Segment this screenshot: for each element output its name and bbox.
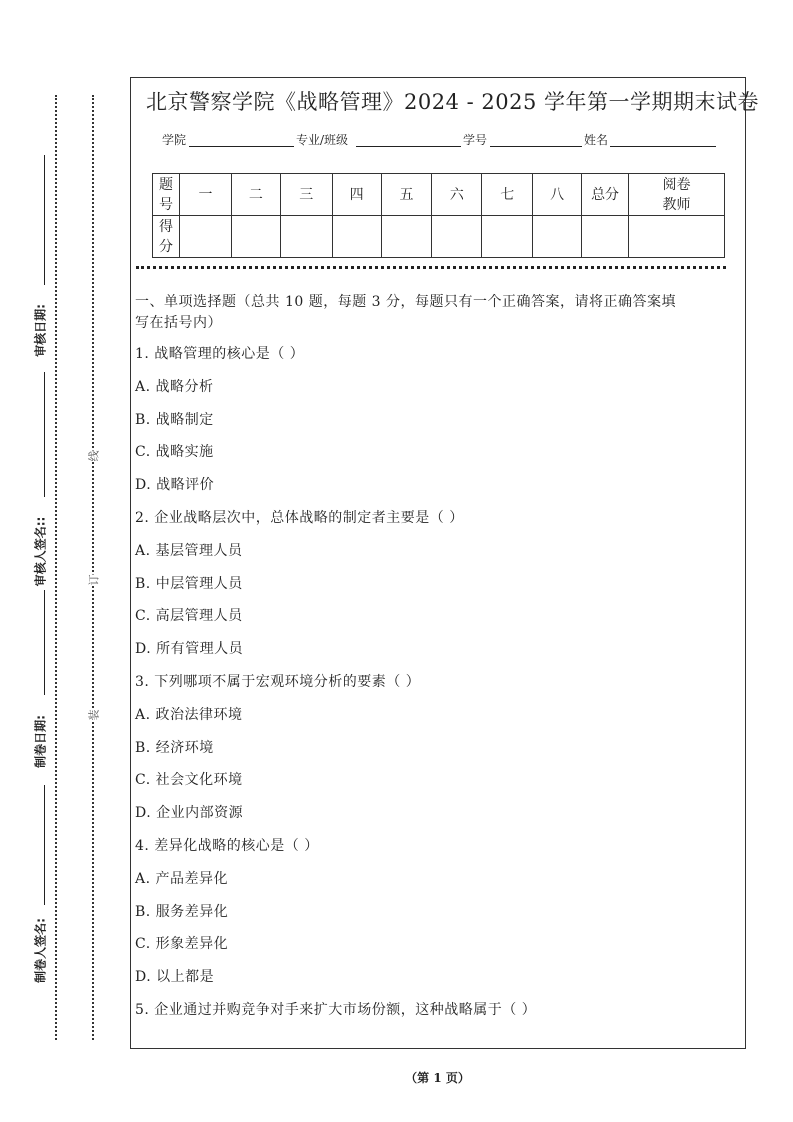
answer-option: D. 企业内部资源 — [135, 805, 244, 822]
bind-char-xian: 线 — [87, 450, 101, 462]
answer-option: D. 战略评价 — [135, 477, 215, 494]
signature-line — [44, 590, 45, 695]
score-row — [153, 216, 725, 258]
college-field[interactable] — [189, 146, 294, 147]
reviewer-sign-label: 审核人签名:: — [33, 516, 48, 587]
score-cell[interactable] — [332, 216, 381, 258]
header-cell: 四 — [332, 174, 381, 216]
score-table — [152, 173, 725, 258]
review-date-label: 审核日期: — [33, 304, 48, 357]
answer-option: D. 以上都是 — [135, 969, 215, 986]
header-cell: 题 号 — [153, 174, 180, 216]
question-stem: 4. 差异化战略的核心是（ ） — [135, 838, 319, 854]
score-cell[interactable] — [629, 216, 725, 258]
make-date-label: 制卷日期: — [33, 715, 48, 768]
question-stem: 3. 下列哪项不属于宏观环境分析的要素（ ） — [135, 674, 421, 690]
major-field[interactable] — [356, 146, 461, 147]
answer-option: A. 产品差异化 — [135, 870, 229, 887]
college-label: 学院 — [162, 133, 187, 147]
signature-line — [44, 155, 45, 285]
answer-option: C. 形象差异化 — [135, 936, 229, 953]
question-stem: 1. 战略管理的核心是（ ） — [135, 346, 305, 362]
answer-option: D. 所有管理人员 — [135, 641, 244, 658]
answer-option: C. 高层管理人员 — [135, 608, 243, 625]
section-divider — [136, 266, 726, 269]
score-cell[interactable] — [482, 216, 533, 258]
student-id-field[interactable] — [490, 146, 582, 147]
binding-dotted-line-outer — [55, 95, 57, 1040]
page-number: （第 1 页） — [405, 1071, 470, 1085]
score-cell[interactable] — [280, 216, 332, 258]
score-cell[interactable] — [582, 216, 629, 258]
header-cell: 总分 — [582, 174, 629, 216]
header-cell: 一 — [180, 174, 232, 216]
signature-line — [44, 785, 45, 905]
section-heading: 一、单项选择题（总共 10 题，每题 3 分，每题只有一个正确答案，请将正确答案填 — [135, 294, 677, 310]
score-cell[interactable] — [381, 216, 432, 258]
score-cell[interactable] — [180, 216, 232, 258]
bind-char-ding: 订 — [87, 574, 101, 586]
student-id-label: 学号 — [463, 133, 488, 147]
answer-option: A. 政治法律环境 — [135, 706, 243, 723]
question-stem: 5. 企业通过并购竞争对手来扩大市场份额，这种战略属于（ ） — [135, 1002, 537, 1018]
maker-sign-label: 制卷人签名: — [33, 918, 48, 983]
answer-option: B. 经济环境 — [135, 739, 214, 756]
header-cell: 七 — [482, 174, 533, 216]
table-header-row — [153, 174, 725, 216]
score-cell[interactable] — [231, 216, 280, 258]
major-label: 专业/班级 — [296, 133, 349, 147]
score-row-label: 得 分 — [153, 216, 180, 258]
bind-char-zhuang: 装 — [87, 709, 101, 721]
answer-option: A. 基层管理人员 — [135, 542, 243, 559]
answer-option: C. 社会文化环境 — [135, 772, 243, 789]
header-cell: 六 — [432, 174, 482, 216]
header-cell: 三 — [280, 174, 332, 216]
header-cell: 八 — [533, 174, 582, 216]
section-heading-cont: 写在括号内） — [135, 315, 222, 331]
answer-option: A. 战略分析 — [135, 378, 214, 395]
name-field[interactable] — [610, 146, 716, 147]
answer-option: B. 战略制定 — [135, 411, 214, 428]
answer-option: B. 服务差异化 — [135, 903, 229, 920]
score-cell[interactable] — [432, 216, 482, 258]
header-cell: 五 — [381, 174, 432, 216]
header-cell: 二 — [231, 174, 280, 216]
answer-option: B. 中层管理人员 — [135, 575, 243, 592]
binding-dotted-line-inner — [92, 95, 94, 1040]
score-cell[interactable] — [533, 216, 582, 258]
signature-line — [44, 372, 45, 497]
answer-option: C. 战略实施 — [135, 444, 214, 461]
question-stem: 2. 企业战略层次中，总体战略的制定者主要是（ ） — [135, 510, 464, 526]
name-label: 姓名 — [584, 133, 609, 147]
header-cell: 阅卷 教师 — [629, 174, 725, 216]
exam-title: 北京警察学院《战略管理》2024 - 2025 学年第一学期期末试卷 — [146, 90, 760, 114]
